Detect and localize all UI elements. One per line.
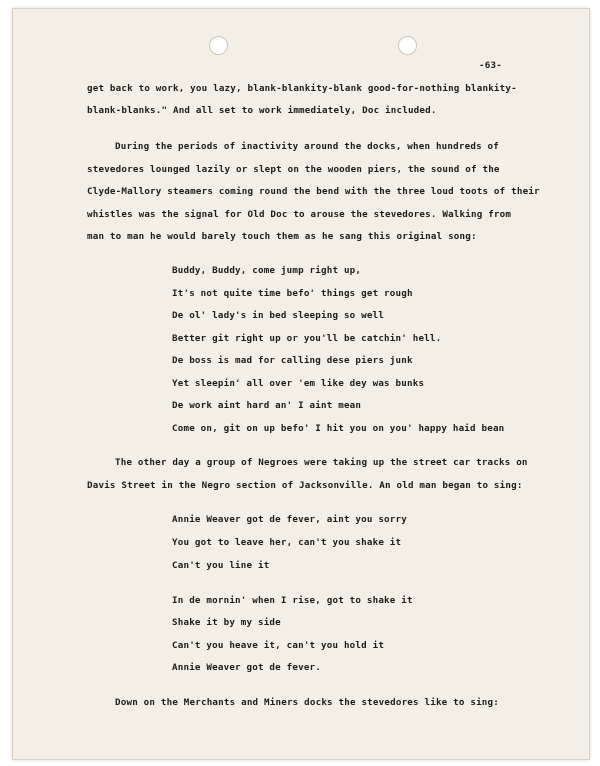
verse-line: Can't you heave it, can't you hold it [172, 640, 385, 651]
verse-line: Annie Weaver got de fever. [172, 662, 322, 673]
verse-line: It's not quite time befo' things get rough [172, 288, 413, 299]
text-line: The other day a group of Negroes were taking up the street car tracks on [115, 457, 528, 468]
text-line: Down on the Merchants and Miners docks the stevedores like to sing: [115, 697, 499, 708]
verse-line: De boss is mad for calling dese piers junk [172, 355, 413, 366]
verse-line: Buddy, Buddy, come jump right up, [172, 265, 362, 276]
verse-line: Shake it by my side [172, 617, 281, 628]
punch-hole [209, 36, 228, 55]
verse-line: You got to leave her, can't you shake it [172, 537, 402, 548]
verse-line: De ol' lady's in bed sleeping so well [172, 310, 385, 321]
verse-line: Yet sleepin' all over 'em like dey was bunks [172, 378, 425, 389]
text-line: Davis Street in the Negro section of Jacksonville. An old man began to sing: [87, 480, 523, 491]
punch-hole [398, 36, 417, 55]
text-line: blank-blanks." And all set to work immediately, Doc included. [87, 105, 437, 116]
text-line: stevedores lounged lazily or slept on the wooden piers, the sound of the [87, 164, 500, 175]
verse-line: In de mornin' when I rise, got to shake it [172, 595, 413, 606]
document-page [12, 8, 590, 760]
verse-line: Annie Weaver got de fever, aint you sorry [172, 514, 407, 525]
verse-line: Can't you line it [172, 560, 270, 571]
text-line: Clyde-Mallory steamers coming round the bend with the three loud toots of their [87, 186, 540, 197]
page-number: -63- [479, 60, 502, 71]
verse-line: Better git right up or you'll be catchin' hell. [172, 333, 442, 344]
text-line: man to man he would barely touch them as he sang this original song: [87, 231, 477, 242]
text-line: whistles was the signal for Old Doc to arouse the stevedores. Walking from [87, 209, 512, 220]
verse-line: De work aint hard an' I aint mean [172, 400, 362, 411]
verse-line: Come on, git on up befo' I hit you on you' happy haid bean [172, 423, 505, 434]
text-line: During the periods of inactivity around the docks, when hundreds of [115, 141, 499, 152]
text-line: get back to work, you lazy, blank-blankity-blank good-for-nothing blankity- [87, 83, 517, 94]
